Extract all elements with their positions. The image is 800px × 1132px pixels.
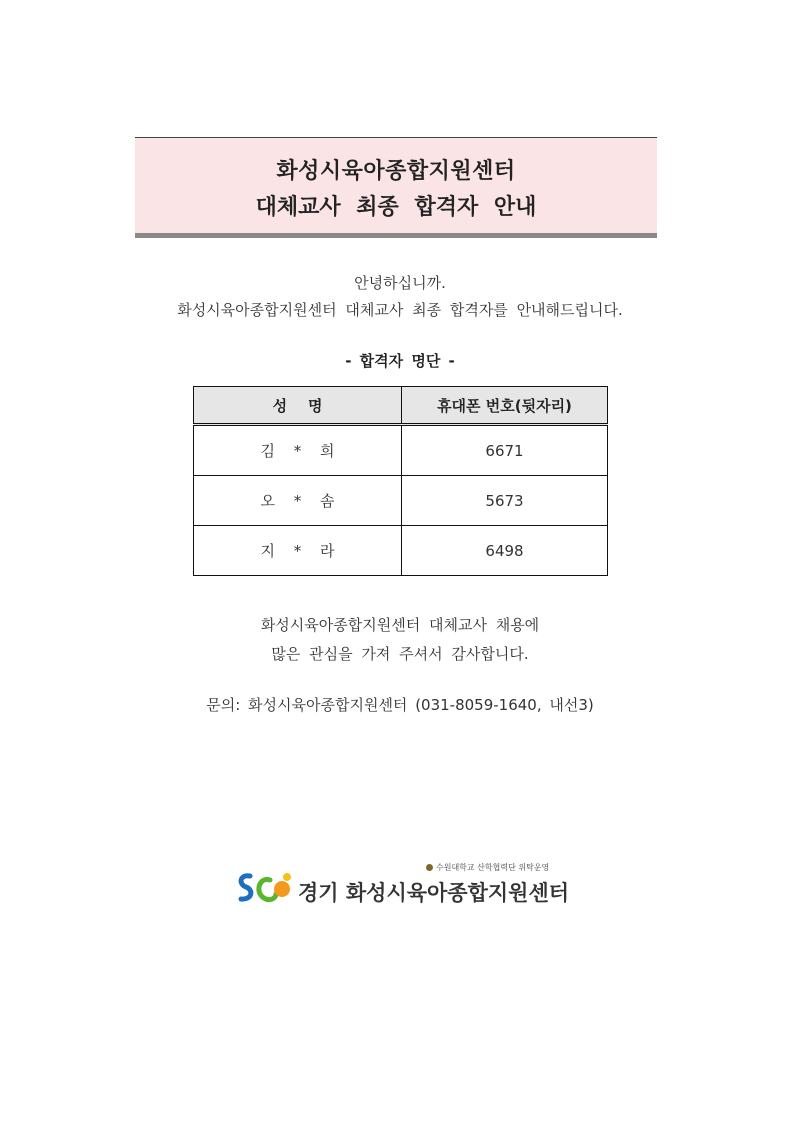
roster-table [193, 386, 608, 576]
row-name: 지 * 라 [194, 526, 402, 576]
title-line-2: 대체교사 최종 합격자 안내 [255, 195, 537, 220]
row-phone: 5673 [402, 476, 608, 526]
university-emblem-icon [426, 864, 433, 871]
closing-line-1: 화성시육아종합지원센터 대체교사 채용에 [260, 616, 540, 634]
column-header-name: 성 명 [194, 387, 402, 425]
row-phone: 6498 [485, 541, 524, 560]
closing-line-2: 많은 관심을 가져 주셔서 감사합니다. [271, 645, 529, 663]
table-header-row [194, 387, 608, 425]
row-name: 김 * 희 [194, 425, 402, 476]
center-logo [236, 860, 576, 910]
contact-info: 문의: 화성시육아종합지원센터 (031-8059-1640, 내선3) [206, 696, 594, 714]
title-line-1: 화성시육아종합지원센터 [276, 159, 516, 184]
roster-heading: - 합격자 명단 - [345, 352, 455, 370]
greeting-line-1: 안녕하십니까. [354, 274, 446, 292]
row-name: 오 * 솜 [194, 476, 402, 526]
center-logo-icon [236, 870, 294, 906]
title-banner [135, 137, 657, 238]
column-header-phone: 휴대폰 번호(뒷자리) [402, 387, 608, 425]
logo-text: 경기 화성시육아종합지원센터 [298, 881, 570, 905]
greeting-line-2: 화성시육아종합지원센터 대체교사 최종 합격자를 안내해드립니다. [177, 301, 623, 319]
row-phone: 6671 [402, 425, 608, 476]
table-row [194, 425, 608, 476]
table-row [194, 476, 608, 526]
table-row [194, 526, 608, 576]
logo-subtext: 수원대학교 산학협력단 위탁운영 [426, 862, 549, 873]
